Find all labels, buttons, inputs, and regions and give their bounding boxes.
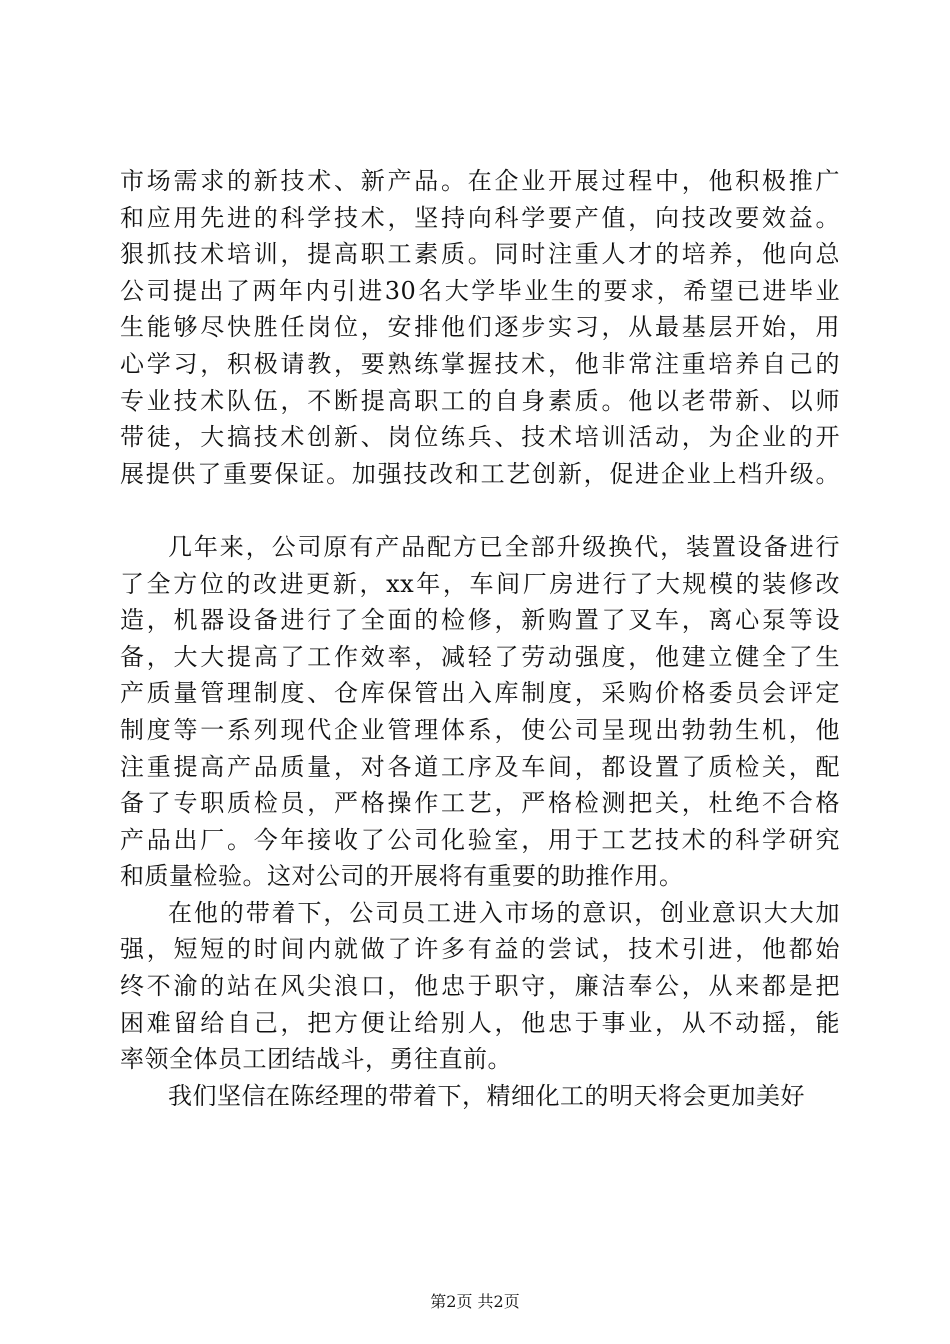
paragraph-2-line: 几年来，公司原有产品配方已全部升级换代，装置设备进行 bbox=[168, 532, 840, 561]
paragraph-1-line: 和应用先进的科学技术，坚持向科学要产值，向技改要效益。 bbox=[120, 203, 840, 232]
paragraph-3-line: 强，短短的时间内就做了许多有益的尝试，技术引进，他都始 bbox=[120, 935, 840, 964]
paragraph-2-line: 制度等一系列现代企业管理体系，使公司呈现出勃勃生机，他 bbox=[120, 715, 840, 744]
document-body bbox=[120, 163, 840, 1114]
paragraph-4-line: 我们坚信在陈经理的带着下，精细化工的明天将会更加美好 bbox=[168, 1081, 805, 1110]
paragraph-1-line: 专业技术队伍，不断提高职工的自身素质。他以老带新、以师 bbox=[120, 386, 840, 415]
paragraph-2-line: 和质量检验。这对公司的开展将有重要的助推作用。 bbox=[120, 862, 684, 891]
paragraph-2-line: 注重提高产品质量，对各道工序及车间，都设置了质检关，配 bbox=[120, 752, 840, 781]
page-footer: 第2页 共2页 bbox=[430, 1292, 520, 1311]
paragraph-1-line: 市场需求的新技术、新产品。在企业开展过程中，他积极推广 bbox=[120, 167, 840, 195]
paragraph-1-line: 生能够尽快胜任岗位，安排他们逐步实习，从最基层开始，用 bbox=[120, 313, 840, 342]
paragraph-1-line: 带徒，大搞技术创新、岗位练兵、技术培训活动，为企业的开 bbox=[120, 423, 840, 452]
paragraph-2-line: 备，大大提高了工作效率，减轻了劳动强度，他建立健全了生 bbox=[120, 642, 840, 671]
paragraph-1-line: 心学习，积极请教，要熟练掌握技术，他非常注重培养自己的 bbox=[120, 349, 840, 378]
paragraph-1-line: 狠抓技术培训，提高职工素质。同时注重人才的培养，他向总 bbox=[120, 240, 840, 269]
paragraph-1-line: 公司提出了两年内引进30名大学毕业生的要求，希望已进毕业 bbox=[120, 276, 840, 305]
paragraph-2-line: 产品出厂。今年接收了公司化验室，用于工艺技术的科学研究 bbox=[120, 825, 840, 854]
paragraph-3-line: 在他的带着下，公司员工进入市场的意识，创业意识大大加 bbox=[168, 898, 840, 927]
paragraph-2-line: 产质量管理制度、仓库保管出入库制度，采购价格委员会评定 bbox=[120, 679, 840, 708]
paragraph-3-line: 率领全体员工团结战斗，勇往直前。 bbox=[120, 1045, 512, 1074]
paragraph-1-line: 展提供了重要保证。加强技改和工艺创新，促进企业上档升级。 bbox=[120, 459, 840, 488]
paragraph-3-line: 困难留给自己，把方便让给别人，他忠于事业，从不动摇，能 bbox=[120, 1008, 840, 1037]
paragraph-gap bbox=[120, 492, 840, 529]
paragraph-2-line: 备了专职质检员，严格操作工艺，严格检测把关，杜绝不合格 bbox=[120, 789, 840, 818]
paragraph-2-line: 了全方位的改进更新，xx年，车间厂房进行了大规模的装修改 bbox=[120, 569, 840, 598]
paragraph-2-line: 造，机器设备进行了全面的检修，新购置了叉车，离心泵等设 bbox=[120, 606, 840, 635]
paragraph-3-line: 终不渝的站在风尖浪口，他忠于职守，廉洁奉公，从来都是把 bbox=[120, 972, 840, 1001]
